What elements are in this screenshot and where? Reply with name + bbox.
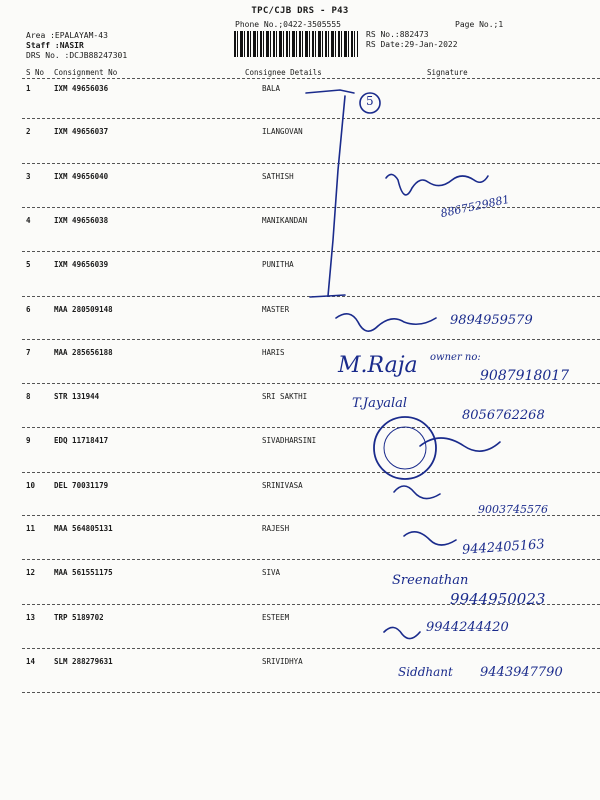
handwritten-signature: Sreenathan xyxy=(392,573,469,588)
handwritten-phone: 9003745576 xyxy=(478,503,548,516)
company-stamp xyxy=(374,417,436,479)
drs-number: DRS No. :DCJB88247301 xyxy=(26,51,128,60)
area-label: Area :EPALAYAM-43 xyxy=(26,31,108,40)
handwritten-phone: 9944244420 xyxy=(426,620,509,635)
row-consignment: EDQ 11718417 xyxy=(54,436,109,445)
phone-number: Phone No.;0422-3505555 xyxy=(235,20,341,29)
rs-date: RS Date:29-Jan-2022 xyxy=(366,40,458,49)
row-consignee: SIVADHARSINI xyxy=(262,436,317,445)
signature-master xyxy=(336,314,436,331)
column-header-consignment: Consignment No xyxy=(54,68,118,77)
row-consignment: TRP 5189702 xyxy=(54,613,104,622)
handwritten-signature: T.Jayalal xyxy=(352,396,408,411)
row-sno: 5 xyxy=(26,260,31,269)
row-sno: 2 xyxy=(26,127,31,136)
handwritten-phone: 8867529881 xyxy=(439,192,511,221)
row-sno: 3 xyxy=(26,172,31,181)
row-consignee: SIVA xyxy=(262,568,281,577)
row-consignee: ESTEEM xyxy=(262,613,290,622)
row-consignee: ILANGOVAN xyxy=(262,127,303,136)
row-consignment: MAA 564805131 xyxy=(54,524,113,533)
row-sno: 12 xyxy=(26,568,36,577)
column-header-details: Consignee Details xyxy=(245,68,322,77)
handwritten-label: owner no: xyxy=(430,352,481,363)
row-sno: 9 xyxy=(26,436,31,445)
bracket-count: 5 xyxy=(366,94,374,108)
row-consignment: MAA 280509148 xyxy=(54,305,113,314)
signature-rajesh xyxy=(404,532,456,545)
row-consignee: HARIS xyxy=(262,348,285,357)
row-consignment: MAA 561551175 xyxy=(54,568,113,577)
signature-esteem xyxy=(384,627,420,638)
handwritten-phone: 9944950023 xyxy=(450,590,546,608)
row-consignment: STR 131944 xyxy=(54,392,100,401)
page-number: Page No.;1 xyxy=(455,20,504,29)
signature-srinivasa xyxy=(394,486,440,499)
row-consignee: MANIKANDAN xyxy=(262,216,308,225)
row-consignment: DEL 70031179 xyxy=(54,481,109,490)
row-sno: 8 xyxy=(26,392,31,401)
row-consignee: RAJESH xyxy=(262,524,290,533)
row-consignee: BALA xyxy=(262,84,281,93)
bracket-bottom-stroke xyxy=(310,295,345,297)
rs-number: RS No.:882473 xyxy=(366,30,429,39)
row-consignment: MAA 285656188 xyxy=(54,348,113,357)
row-consignment: IXM 49656037 xyxy=(54,127,109,136)
row-sno: 14 xyxy=(26,657,36,666)
drs-title: TPC/CJB DRS - P43 xyxy=(251,6,349,16)
column-header-signature: Signature xyxy=(427,68,468,77)
row-sno: 7 xyxy=(26,348,31,357)
row-consignee: SRI SAKTHI xyxy=(262,392,308,401)
row-sno: 6 xyxy=(26,305,31,314)
handwritten-phone: 9442405163 xyxy=(461,537,546,558)
row-consignment: SLM 288279631 xyxy=(54,657,113,666)
signature-sathish xyxy=(386,174,488,194)
handwritten-phone: 8056762268 xyxy=(462,408,545,423)
signature-sivadharsini xyxy=(420,438,500,451)
row-consignee: PUNITHA xyxy=(262,260,294,269)
row-sno: 11 xyxy=(26,524,36,533)
row-consignment: IXM 49656036 xyxy=(54,84,109,93)
row-sno: 13 xyxy=(26,613,36,622)
column-header-sno: S No xyxy=(26,68,45,77)
row-consignee: SATHISH xyxy=(262,172,294,181)
row-consignee: SRIVIDHYA xyxy=(262,657,303,666)
handwritten-phone: 9087918017 xyxy=(480,368,570,384)
row-sno: 10 xyxy=(26,481,36,490)
handwritten-phone: 9894959579 xyxy=(450,313,533,328)
bracket-vertical-stroke xyxy=(328,96,345,296)
row-consignment: IXM 49656040 xyxy=(54,172,109,181)
row-consignee: SRINIVASA xyxy=(262,481,303,490)
handwritten-phone: 9443947790 xyxy=(480,665,563,680)
row-consignment: IXM 49656038 xyxy=(54,216,109,225)
row-sno: 1 xyxy=(26,84,31,93)
staff-label: Staff :NASIR xyxy=(26,41,84,50)
row-consignee: MASTER xyxy=(262,305,290,314)
row-consignment: IXM 49656039 xyxy=(54,260,109,269)
row-sno: 4 xyxy=(26,216,31,225)
handwritten-signature: Siddhant xyxy=(398,665,453,679)
bracket-top-stroke xyxy=(306,90,354,93)
handwritten-signature: M.Raja xyxy=(338,353,418,378)
